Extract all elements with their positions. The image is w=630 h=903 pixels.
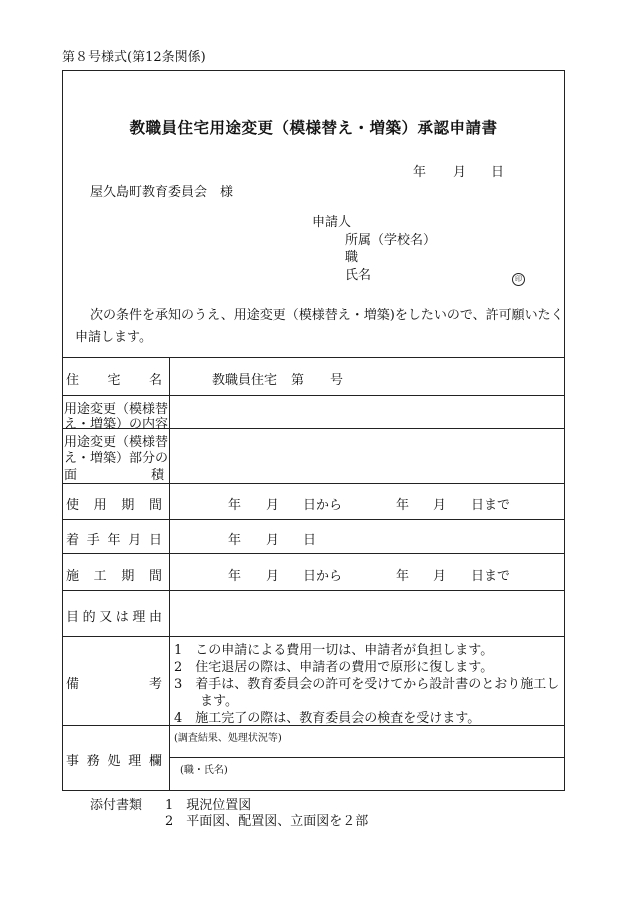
form-title: 教職員住宅用途変更（模様替え・増築）承認申請書 (129, 118, 498, 137)
use-to-month: 月 (433, 498, 447, 513)
row-divider (62, 483, 565, 484)
attachment-item-2: 2 平面図、配置図、立面図を２部 (165, 814, 369, 829)
label-change-area-2: え・増築）部分の (64, 451, 169, 466)
use-from-day: 日から (303, 498, 343, 513)
row-divider (62, 395, 565, 396)
work-from-year: 年 (228, 569, 242, 584)
office-inner-divider (169, 757, 565, 758)
office-note-results: (調査結果、処理状況等) (174, 733, 282, 744)
applicant-affiliation: 所属（学校名） (345, 233, 437, 248)
row-divider (62, 519, 565, 520)
label-change-content-2: え・増築）の内容 (64, 417, 169, 432)
label-construction-period: 施 工 期 間 (66, 569, 162, 584)
form-number: 第８号様式(第12条関係) (62, 50, 206, 65)
label-remarks-b: 考 (149, 677, 163, 692)
date-day: 日 (491, 165, 505, 180)
row-divider (62, 590, 565, 591)
applicant-heading: 申請人 (312, 215, 352, 230)
start-day: 日 (303, 533, 317, 548)
remark-item-4: 4 施工完了の際は、教育委員会の検査を受けます。 (174, 711, 481, 726)
label-change-content-1: 用途変更（模様替 (64, 402, 169, 417)
work-to-month: 月 (433, 569, 447, 584)
work-from-month: 月 (266, 569, 280, 584)
seal-mark: 印 (512, 266, 525, 286)
date-month: 月 (453, 165, 467, 180)
applicant-position: 職 (345, 250, 359, 265)
row-divider (62, 636, 565, 637)
work-from-day: 日から (303, 569, 343, 584)
label-office-processing: 事 務 処 理 欄 (66, 754, 162, 769)
attachments-heading: 添付書類 (90, 798, 143, 813)
remark-item-1: 1 この申請による費用一切は、申請者が負担します。 (174, 643, 494, 658)
use-from-year: 年 (228, 498, 242, 513)
applicant-name: 氏名 (345, 268, 372, 283)
statement-line1: 次の条件を承知のうえ、用途変更（模様替え・増築)をしたいので、許可願いたく (90, 308, 564, 323)
start-year: 年 (228, 533, 242, 548)
label-change-area-1: 用途変更（模様替 (64, 435, 169, 450)
label-housing-name: 住 宅 名 (66, 373, 162, 388)
remark-item-3-cont: ます。 (174, 694, 238, 709)
use-to-year: 年 (396, 498, 410, 513)
use-to-day: 日まで (471, 498, 511, 513)
addressee: 屋久島町教育委員会 様 (90, 185, 234, 200)
row-divider (62, 553, 565, 554)
attachment-item-1: 1 現況位置図 (165, 798, 252, 813)
label-column-divider (169, 357, 170, 791)
housing-name-suffix: 号 (330, 373, 344, 388)
label-remarks-a: 備 (66, 677, 80, 692)
label-change-area-3b: 積 (151, 468, 165, 483)
label-period-of-use: 使 用 期 間 (66, 498, 162, 513)
work-to-day: 日まで (471, 569, 511, 584)
statement-line2: 申請します。 (75, 330, 152, 345)
date-year: 年 (413, 165, 427, 180)
start-month: 月 (266, 533, 280, 548)
housing-name-prefix: 教職員住宅 (212, 373, 278, 388)
work-to-year: 年 (396, 569, 410, 584)
office-note-staff: (職・氏名) (180, 765, 228, 776)
remark-item-3: 3 着手は、教育委員会の許可を受けてから設計書のとおり施工し (174, 677, 560, 692)
label-start-date: 着 手 年 月 日 (66, 533, 162, 548)
remark-item-2: 2 住宅退居の際は、申請者の費用で原形に復します。 (174, 660, 494, 675)
label-change-area-3a: 面 (64, 468, 78, 483)
use-from-month: 月 (266, 498, 280, 513)
housing-name-no: 第 (291, 373, 305, 388)
table-top-rule (62, 357, 565, 358)
label-purpose: 目 的 又 は 理 由 (66, 610, 162, 625)
